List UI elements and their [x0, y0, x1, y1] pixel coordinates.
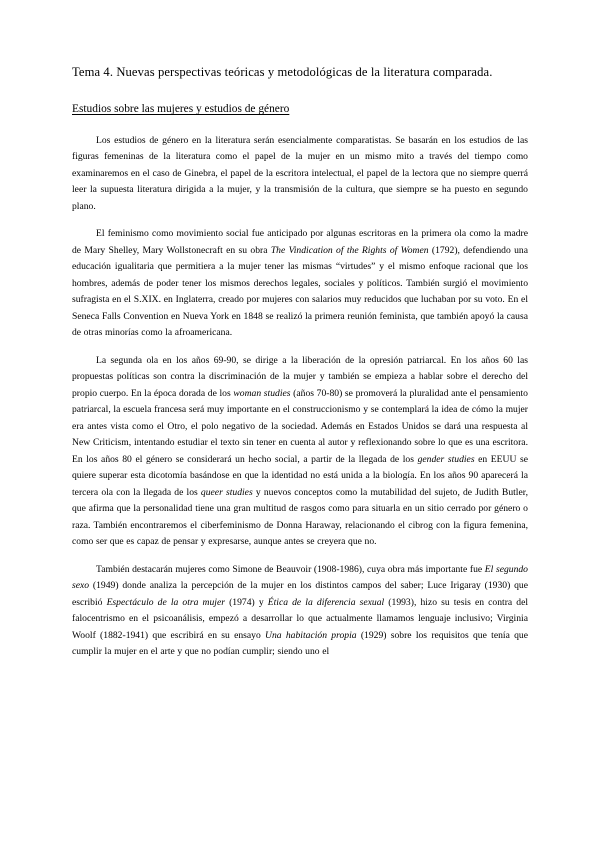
text-run: La segunda ola en los años 69-90, se dirige a la liberación de la opresión patriarcal. En los años 60 las propuestas políticas son contra la discriminación de la mujer y también se empieza a hablar sobre el derecho del propio cuerpo. En la época dorada de los	[72, 354, 528, 399]
section-heading: Estudios sobre las mujeres y estudios de género	[72, 103, 290, 116]
paragraph	[72, 133, 528, 216]
italic-run: The Vindication of the Rights of Women	[270, 244, 429, 256]
document-body	[72, 133, 528, 661]
italic-run: Una habitación propia	[265, 629, 357, 641]
paragraph	[72, 353, 528, 551]
page-title: Tema 4. Nuevas perspectivas teóricas y metodológicas de la literatura comparada.	[72, 65, 493, 79]
text-run: (1993), hizo su tesis en contra del falocentrismo en el psicoanálisis, empezó a desarrollar lo que actualmente llamamos lenguaje inclusivo; Virginia Woolf (1882-1941) que escribirá en su ensayo	[72, 596, 529, 641]
text-run: También destacarán mujeres como Simone de Beauvoir (1908-1986), cuya obra más importante fue	[96, 563, 485, 575]
italic-run: Espectáculo de la otra mujer	[106, 596, 225, 608]
italic-run: queer studies	[200, 486, 253, 498]
text-run: en EEUU se quiere superar esta dicotomía basándose en que la identidad no está unida a la biología. En los años 90 aparecerá la tercera ola con la llegada de los	[72, 453, 528, 498]
text-run: (1974) y	[224, 596, 268, 608]
italic-run: El segundo sexo	[72, 563, 528, 592]
paragraph	[72, 226, 528, 342]
text-run: (1929) sobre los requisitos que tenía que cumplir la mujer en el arte y que no podían cumplir; siendo uno el	[72, 629, 528, 658]
text-run: (años 70-80) se promoverá la pluralidad ante el pensamiento patriarcal, la escuela francesa será muy importante en el construccionismo y se contemplará la idea de cómo la mujer era antes vista como el Otro, el polo negativo de la sociedad. Además en Estados Unidos se dará una respuesta al New Criticism, intentando estudiar el texto sin tener en cuenta al autor y reflexionando sobre lo que es una escritora. En los años 80 el género se considerará un hecho social, a partir de la llegada de los	[72, 387, 528, 465]
italic-run: Ética de la diferencia sexual	[267, 596, 385, 608]
text-run: Los estudios de género en la literatura serán esencialmente comparatistas. Se basarán en los estudios de las figuras femeninas de la literatura como el papel de la mujer en un mismo mito a través del tiempo como examinaremos en el caso de Ginebra, el papel de la escritora intelectual, el papel de la lectora que no siempre querrá leer la supuesta literatura dirigida a la mujer, y la transmisión de la cultura, que siempre se ha puesto en segundo plano.	[72, 134, 528, 212]
text-run: El feminismo como movimiento social fue anticipado por algunas escritoras en la primera ola como la madre de Mary Shelley, Mary Wollstonecraft en su obra	[72, 228, 528, 256]
text-run: (1792), defendiendo una educación igualitaria que permitiera a la mujer tener las mismas “virtudes” y el mismo enfoque racional que los hombres, además de poder tener los mismos derechos legales, sociales y políticos. También surgió el movimiento sufragista en el S.XIX. en Inglaterra, creado por mujeres con salarios muy reducidos que luchaban por su voto. En el Seneca Falls Convention en Nueva York en 1848 se realizó la primera reunión feminista, que también apoyó la causa de otras minorías como la afroamericana.	[72, 244, 528, 339]
text-run: y nuevos conceptos como la mutabilidad del sujeto, de Judith Butler, que afirma que la personalidad tiene una gran multitud de rasgos como para situarla en un sitio cerrado por género o raza. También encontraremos el ciberfeminismo de Donna Haraway, relacionando el cibrog con la figura femenina, como ser que es capaz de pensar y expresarse, aunque antes se creyera que no.	[72, 486, 528, 548]
italic-run: woman studies	[233, 387, 291, 399]
italic-run: gender studies	[417, 453, 475, 465]
paragraph	[72, 562, 528, 661]
text-run: (1949) donde analiza la percepción de la mujer en los distintos campos del saber; Luce Irigaray (1930) que escribió	[72, 580, 528, 608]
